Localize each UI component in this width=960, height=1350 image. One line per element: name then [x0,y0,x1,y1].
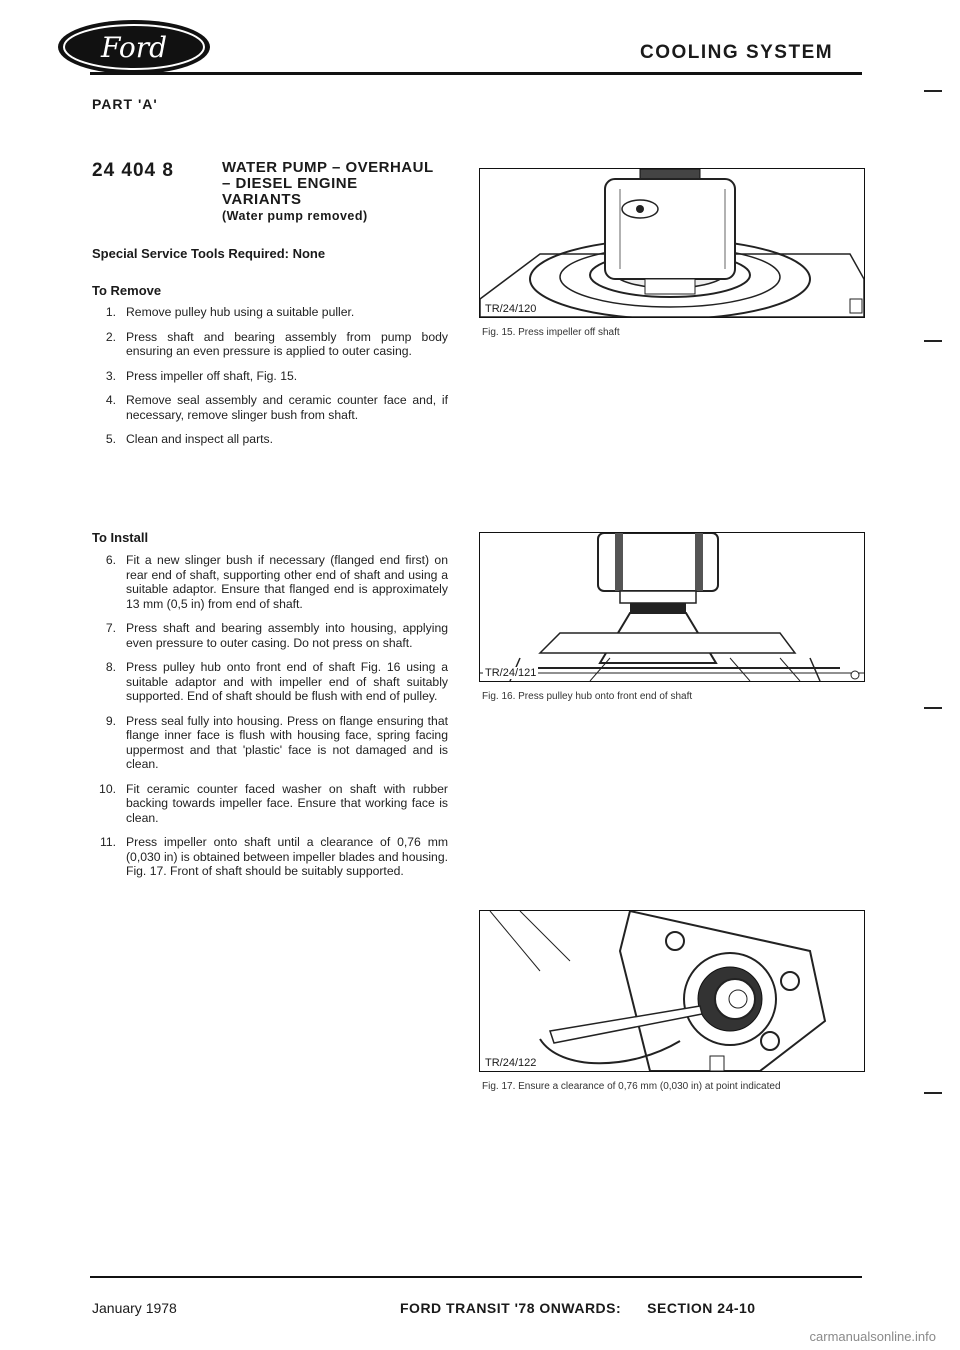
step-number: 8. [105,660,116,674]
step-text: Remove pulley hub using a suitable puller. [126,305,355,319]
watermark: carmanualsonline.info [809,1329,936,1344]
step-text: Fit a new slinger bush if necessary (flanged end first) on rear end of shaft, supporting other end of shaft and using a suitable adaptor. Ensure that flanged end is approximately 13 mm (0,5 in) from end of shaft. [126,553,448,611]
figure-16-ref: TR/24/121 [485,667,537,679]
step-10 [92,782,448,826]
step-text: Press pulley hub onto front end of shaft Fig. 16 using a suitable adaptor and with impeller end of shaft suitably supported. End of shaft should be flush with end of pulley. [126,660,448,703]
figure-16-illustration [479,532,865,682]
operation-number: 24 404 8 [92,160,174,181]
footer-section-number: SECTION 24-10 [647,1300,756,1316]
step-number: 4. [105,393,116,407]
step-text: Press impeller off shaft, Fig. 15. [126,368,298,383]
step-number: 11. [99,835,116,849]
margin-mark [924,340,942,342]
header-rule [90,72,862,75]
margin-mark [924,1092,942,1094]
margin-mark [924,90,942,92]
figure-17-ref: TR/24/122 [485,1057,537,1069]
step-text: Remove seal assembly and ceramic counter face and, if necessary, remove slinger bush from shaft. [126,393,448,422]
operation-subtitle: (Water pump removed) [222,209,368,223]
footer-date: January 1978 [92,1300,177,1316]
step-number: 2. [105,329,116,344]
step-text: Press shaft and bearing assembly from pump body ensuring an even pressure is applied to outer casing. [126,329,448,358]
step-number: 9. [105,713,116,728]
step-number: 3. [105,368,116,383]
step-number: 6. [105,553,116,567]
operation-title [222,160,434,224]
step-1 [92,305,448,320]
footer-rule [90,1276,862,1278]
operation-title-line-2: – DIESEL ENGINE [222,175,358,192]
section-title: COOLING SYSTEM [640,42,834,63]
figure-17-illustration [479,910,865,1072]
step-3 [92,369,448,384]
step-text: Clean and inspect all parts. [126,432,274,446]
remove-steps [92,305,448,457]
figure-15-ref: TR/24/120 [485,303,537,315]
step-5 [92,432,448,447]
part-label: PART 'A' [92,96,158,112]
step-8 [92,660,448,704]
step-6 [92,553,448,611]
step-7 [92,621,448,650]
step-text: Fit ceramic counter faced washer on shaft with rubber backing towards impeller face. Ensure that working face is clean. [126,781,448,825]
figure-15-caption: Fig. 15. Press impeller off shaft [482,327,620,338]
step-11 [92,835,448,879]
remove-heading: To Remove [92,283,162,298]
step-number: 5. [105,432,116,446]
figure-15-illustration [479,168,865,318]
step-9 [92,714,448,772]
footer-publication [400,1300,756,1316]
step-2 [92,330,448,359]
step-number: 7. [105,621,116,635]
footer-publication-title: FORD TRANSIT '78 ONWARDS: [400,1300,622,1316]
step-4 [92,393,448,422]
ford-logo [56,18,212,76]
operation-title-line-1: WATER PUMP – OVERHAUL [222,159,434,176]
special-tools-note: Special Service Tools Required: None [92,246,326,261]
ford-logo-text: Ford [100,31,168,64]
step-text: Press shaft and bearing assembly into housing, applying even pressure to outer casing. Do not press on shaft. [126,621,448,650]
step-number: 10. [99,781,116,796]
step-number: 1. [105,305,116,319]
operation-title-line-3: VARIANTS [222,191,302,208]
install-steps [92,553,448,889]
figure-17-caption: Fig. 17. Ensure a clearance of 0,76 mm (0,030 in) at point indicated [482,1081,781,1092]
install-heading: To Install [92,530,149,545]
step-text: Press impeller onto shaft until a clearance of 0,76 mm (0,030 in) is obtained between impeller blades and housing. Fig. 17. Front of shaft should be suitably supported. [126,835,448,878]
step-text: Press seal fully into housing. Press on flange ensuring that flange inner face is flush with housing face, spring facing uppermost and that 'plastic' face is not damaged and is clean. [126,713,448,771]
figure-16-caption: Fig. 16. Press pulley hub onto front end of shaft [482,691,693,702]
margin-mark [924,707,942,709]
